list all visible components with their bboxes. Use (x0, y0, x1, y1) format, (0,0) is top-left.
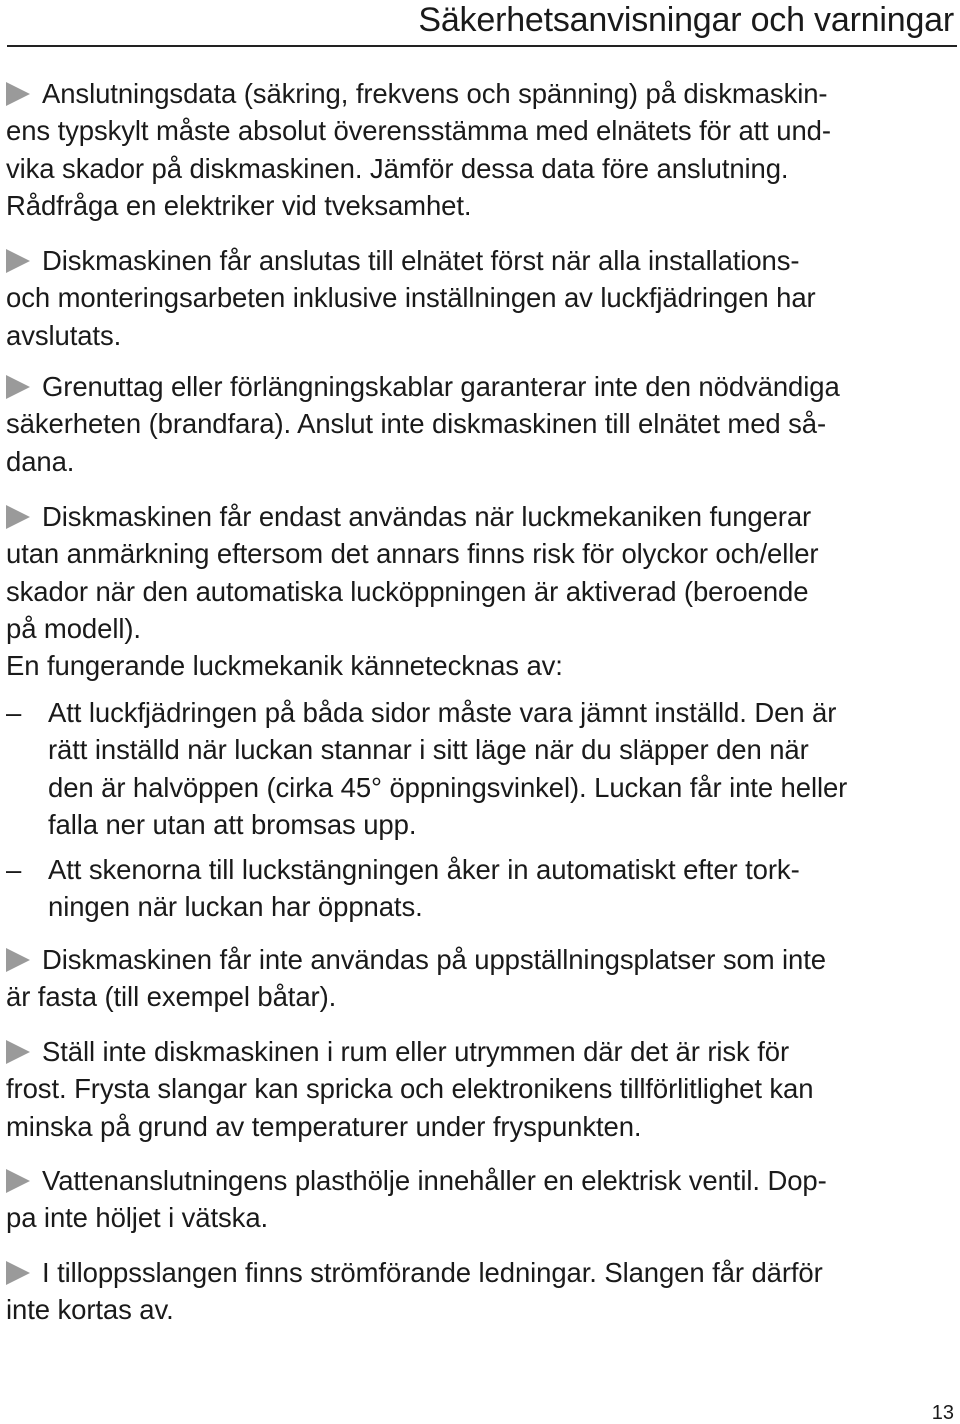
dash-bullet: – (6, 854, 22, 885)
warning-item: Vattenanslutningens plasthölje innehåller en elektrisk ventil. Dop- pa inte höljet i vätska. (6, 1165, 827, 1234)
warning-item: I tilloppsslangen finns strömförande ledningar. Slangen får därför inte kortas av. (6, 1257, 823, 1326)
triangle-bullet-icon (6, 1169, 30, 1193)
dash-list-item: – Att skenorna till luckstängningen åker in automatiskt efter tork- ningen när luckan har öppnats. (6, 851, 951, 926)
triangle-bullet-icon (6, 1261, 30, 1285)
page-number: 13 (931, 1402, 954, 1424)
triangle-bullet-icon (6, 249, 30, 273)
warning-item: Diskmaskinen får inte användas på uppställningsplatser som inte är fasta (till exempel båtar). (6, 944, 826, 1013)
header-divider (7, 45, 957, 47)
triangle-bullet-icon (6, 1040, 30, 1064)
triangle-bullet-icon (6, 948, 30, 972)
page-title: Säkerhetsanvisningar och varningar (418, 1, 954, 39)
dash-bullet: – (6, 697, 22, 728)
warning-item: Ställ inte diskmaskinen i rum eller utrymmen där det är risk för frost. Frysta slangar kan spricka och elektronikens tillförlitlighet kan minska på grund av temperaturer under fryspunkten. (6, 1036, 814, 1142)
dash-list-item: – Att luckfjädringen på båda sidor måste vara jämnt inställd. Den är rätt inställd när luckan stannar i sitt läge när du släpper den när den är halvöppen (cirka 45° öppningsvinkel). Luckan får inte heller falla ner utan att bromsas upp. (6, 694, 951, 843)
warning-item: Anslutningsdata (säkring, frekvens och spänning) på diskmaskin- ens typskylt måste absolut överensstämma med elnätets för att und- vika skador på diskmaskinen. Jämför dessa data före anslutning. Rådfråga en elektriker vid tveksamhet. (6, 78, 831, 221)
triangle-bullet-icon (6, 82, 30, 106)
warning-item: Diskmaskinen får endast användas när luckmekaniken fungerar utan anmärkning eftersom det annars finns risk för olyckor och/eller skador när den automatiska lucköppningen är aktiverad (beroende på modell). En fungerande luckmekanik kännetecknas av: (6, 501, 819, 682)
warning-item: Diskmaskinen får anslutas till elnätet först när alla installations- och monteringsarbeten inklusive inställningen av luckfjädringen har avslutats. (6, 245, 816, 351)
warning-item: Grenuttag eller förlängningskablar garanterar inte den nödvändiga säkerheten (brandfara). Anslut inte diskmaskinen till elnätet med så- dana. (6, 371, 840, 477)
triangle-bullet-icon (6, 505, 30, 529)
triangle-bullet-icon (6, 375, 30, 399)
